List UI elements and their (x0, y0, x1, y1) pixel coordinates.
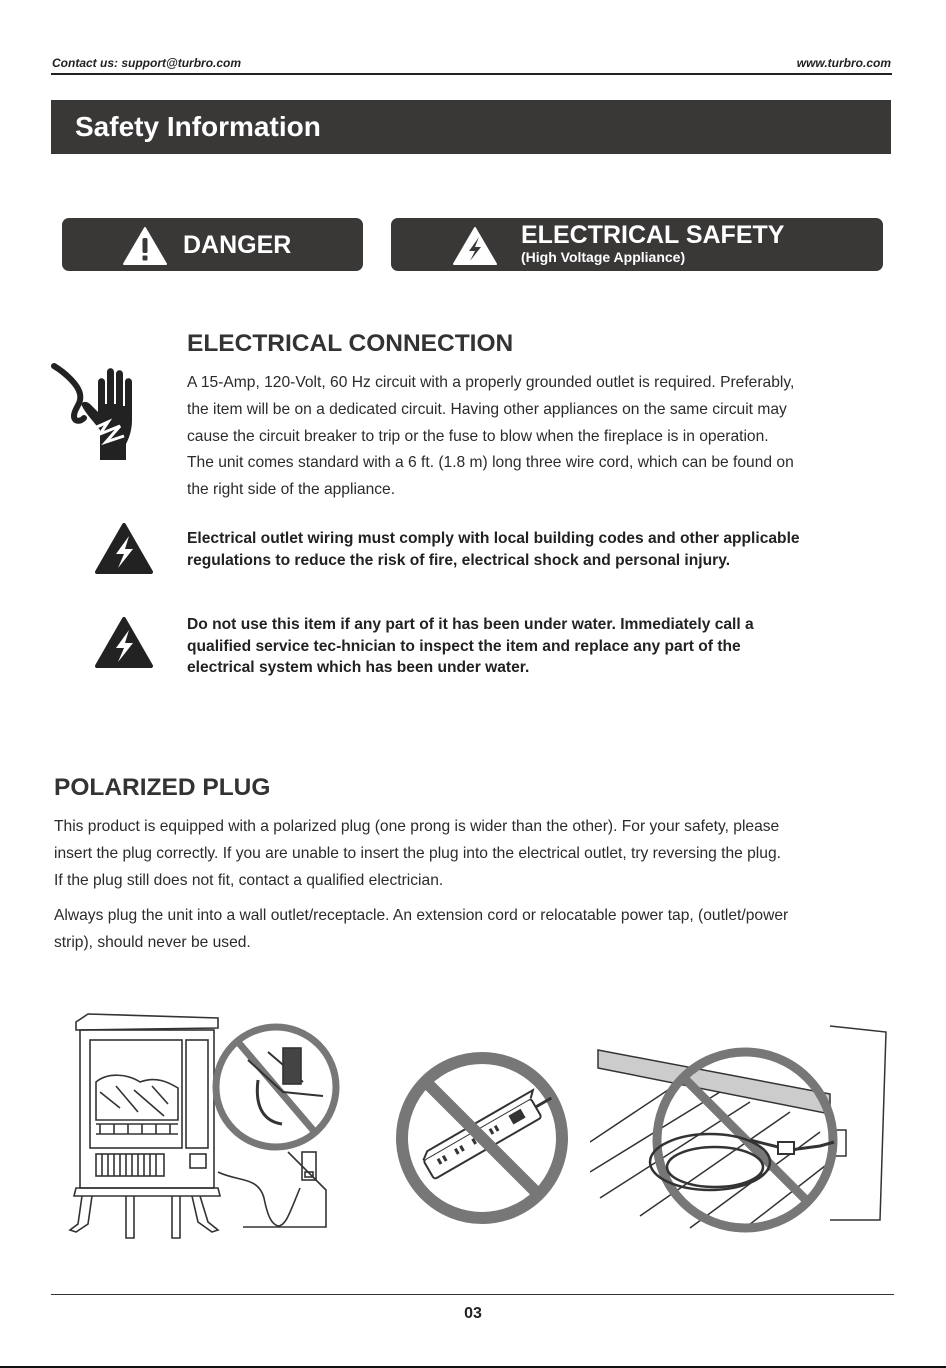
text-line: Always plug the unit into a wall outlet/receptacle. An extension cord or relocatable power tap, (outlet/power (54, 907, 789, 924)
danger-label: DANGER (183, 231, 292, 259)
text-line: A 15-Amp, 120-Volt, 60 Hz circuit with a properly grounded outlet is required. Preferably, (187, 374, 795, 391)
danger-badge (62, 218, 363, 271)
text-line: the item will be on a dedicated circuit. Having other appliances on the same circuit may (187, 400, 787, 418)
text-line: If the plug still does not fit, contact a qualified electrician. (54, 871, 444, 889)
text-line: cause the circuit breaker to trip or the fuse to blow when the fireplace is in operation. (187, 427, 769, 445)
text-line: electrical system which has been under water. (187, 659, 530, 676)
high-voltage-icon (94, 616, 154, 669)
page-number: 03 (464, 1305, 482, 1322)
page-title: Safety Information (51, 100, 891, 154)
electrical-safety-title: ELECTRICAL SAFETY (521, 221, 785, 249)
electrical-safety-subtitle: (High Voltage Appliance) (521, 249, 686, 265)
high-voltage-icon (94, 522, 154, 575)
warning-triangle-icon (122, 226, 168, 266)
text-line: qualified service tec-hnician to inspect the item and replace any part of the (187, 637, 741, 655)
electrical-connection-text (187, 370, 907, 504)
text-line: strip), should never be used. (54, 933, 251, 951)
wall-outlet-text (54, 903, 914, 957)
water-damage-warning (187, 614, 907, 679)
text-line: Do not use this item if any part of it has been under water. Immediately call a (187, 616, 754, 633)
contact-email: Contact us: support@turbro.com (52, 56, 242, 70)
no-extension-cord-icon (590, 1022, 890, 1242)
header-divider (51, 73, 892, 75)
high-voltage-icon (452, 226, 498, 266)
footer-divider (51, 1294, 894, 1295)
text-line: Electrical outlet wiring must comply with local building codes and other applicable (187, 530, 800, 547)
fireplace-wall-outlet-illustration (68, 1012, 343, 1247)
electrical-connection-heading: ELECTRICAL CONNECTION (187, 330, 514, 357)
text-line: the right side of the appliance. (187, 481, 396, 499)
no-power-strip-icon (392, 1048, 572, 1228)
electrical-safety-badge (391, 218, 883, 271)
polarized-plug-heading: POLARIZED PLUG (54, 774, 271, 801)
polarized-plug-text (54, 814, 914, 894)
text-line: The unit comes standard with a 6 ft. (1.8 m) long three wire cord, which can be found on (187, 454, 794, 472)
text-line: insert the plug correctly. If you are unable to insert the plug into the electrical outlet, try reversing the plug. (54, 844, 781, 862)
wiring-code-warning (187, 528, 907, 571)
shock-hand-icon (50, 360, 155, 465)
text-line: This product is equipped with a polarized plug (one prong is wider than the other). For your safety, please (54, 818, 780, 835)
website-link[interactable]: www.turbro.com (796, 56, 891, 70)
text-line: regulations to reduce the risk of fire, electrical shock and personal injury. (187, 551, 731, 569)
